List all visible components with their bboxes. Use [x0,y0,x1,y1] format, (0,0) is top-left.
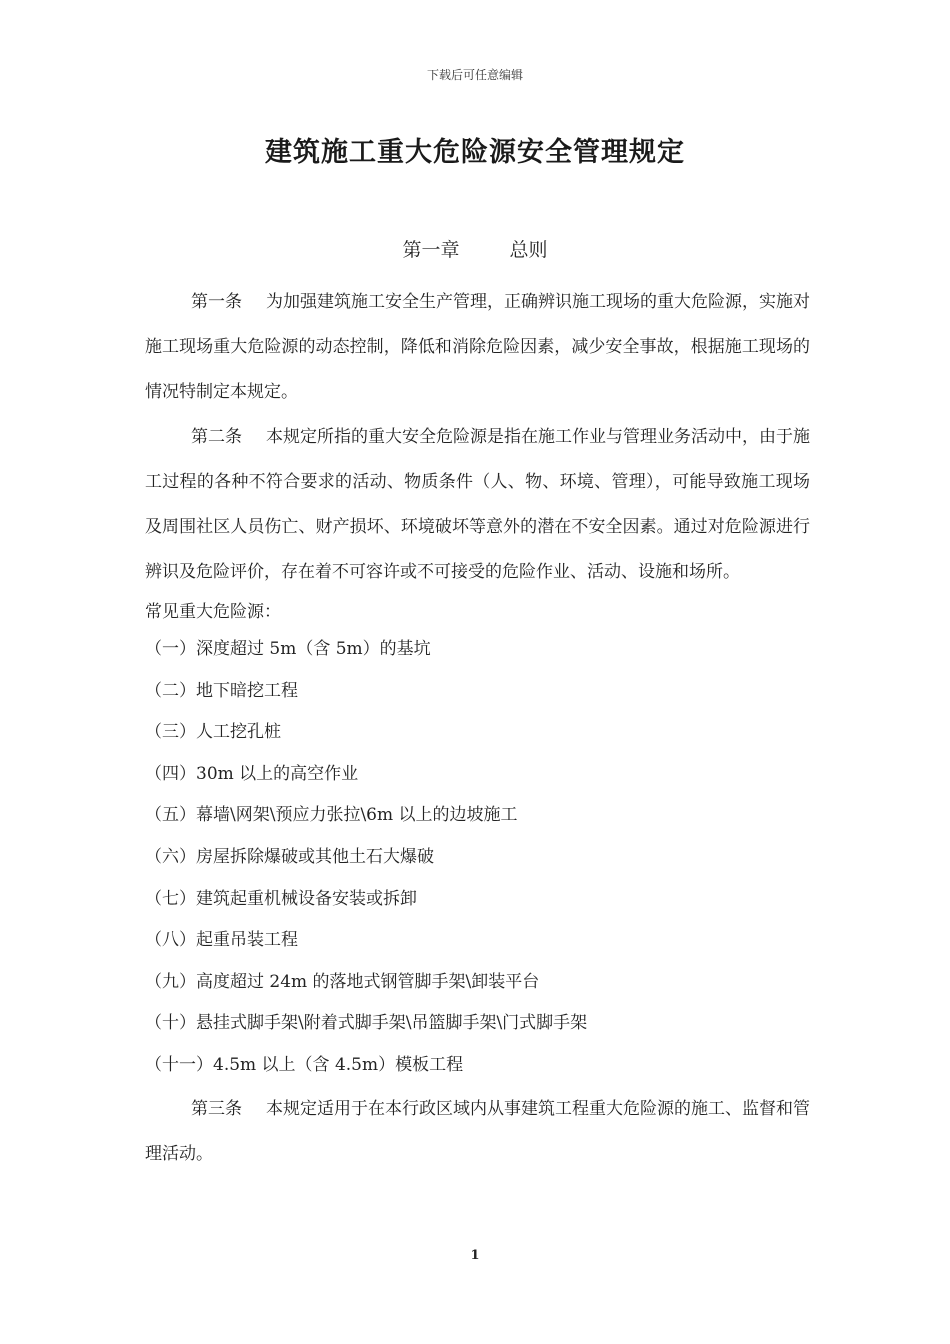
list-item: （八）起重吊装工程 [145,930,298,951]
article-2 [145,415,810,595]
article-label: 第二条 [191,427,242,447]
hazard-list [145,595,810,1087]
document-body [145,280,810,1177]
list-item: （九）高度超过 24m 的落地式钢管脚手架\卸装平台 [145,971,540,992]
chapter-number: 第一章 [402,239,460,261]
list-item: （五）幕墙\网架\预应力张拉\6m 以上的边坡施工 [145,805,518,826]
list-item: （一）深度超过 5m（含 5m）的基坑 [145,639,431,659]
list-item: （四）30m 以上的高空作业 [145,763,359,784]
article-1 [145,280,810,415]
page-header: 下载后可任意编辑 [426,68,523,82]
list-item: （十）悬挂式脚手架\附着式脚手架\吊篮脚手架\门式脚手架 [145,1013,588,1034]
article-3 [145,1087,810,1177]
page-number: 1 [470,1248,480,1263]
document-title: 建筑施工重大危险源安全管理规定 [265,137,685,168]
chapter-heading [0,235,950,262]
list-item: （六）房屋拆除爆破或其他土石大爆破 [145,846,434,867]
list-item: （十一）4.5m 以上（含 4.5m）模板工程 [145,1054,464,1075]
article-text: 本规定所指的重大安全危险源是指在施工作业与管理业务活动中，由于施工过程的各种不符合要求的活动、物质条件（人、物、环境、管理），可能导致施工现场及周围社区人员伤亡、财产损坏、环境破坏等意外的潜在不安全因素。通过对危险源进行辨识及危险评价，存在着不可容许或不可接受的危险作业、活动、设施和场所。 [145,427,810,582]
article-label: 第三条 [191,1098,242,1119]
chapter-name: 总则 [509,239,548,261]
article-label: 第一条 [191,292,242,312]
article-text: 为加强建筑施工安全生产管理，正确辨识施工现场的重大危险源，实施对施工现场重大危险源的动态控制，降低和消除危险因素，减少安全事故，根据施工现场的情况特制定本规定。 [145,292,810,402]
list-item: （二）地下暗挖工程 [145,680,298,701]
list-heading: 常见重大危险源： [145,602,281,622]
list-item: （三）人工挖孔桩 [145,722,281,743]
list-item: （七）建筑起重机械设备安装或拆卸 [145,888,417,909]
article-text: 本规定适用于在本行政区域内从事建筑工程重大危险源的施工、监督和管理活动。 [145,1098,810,1164]
